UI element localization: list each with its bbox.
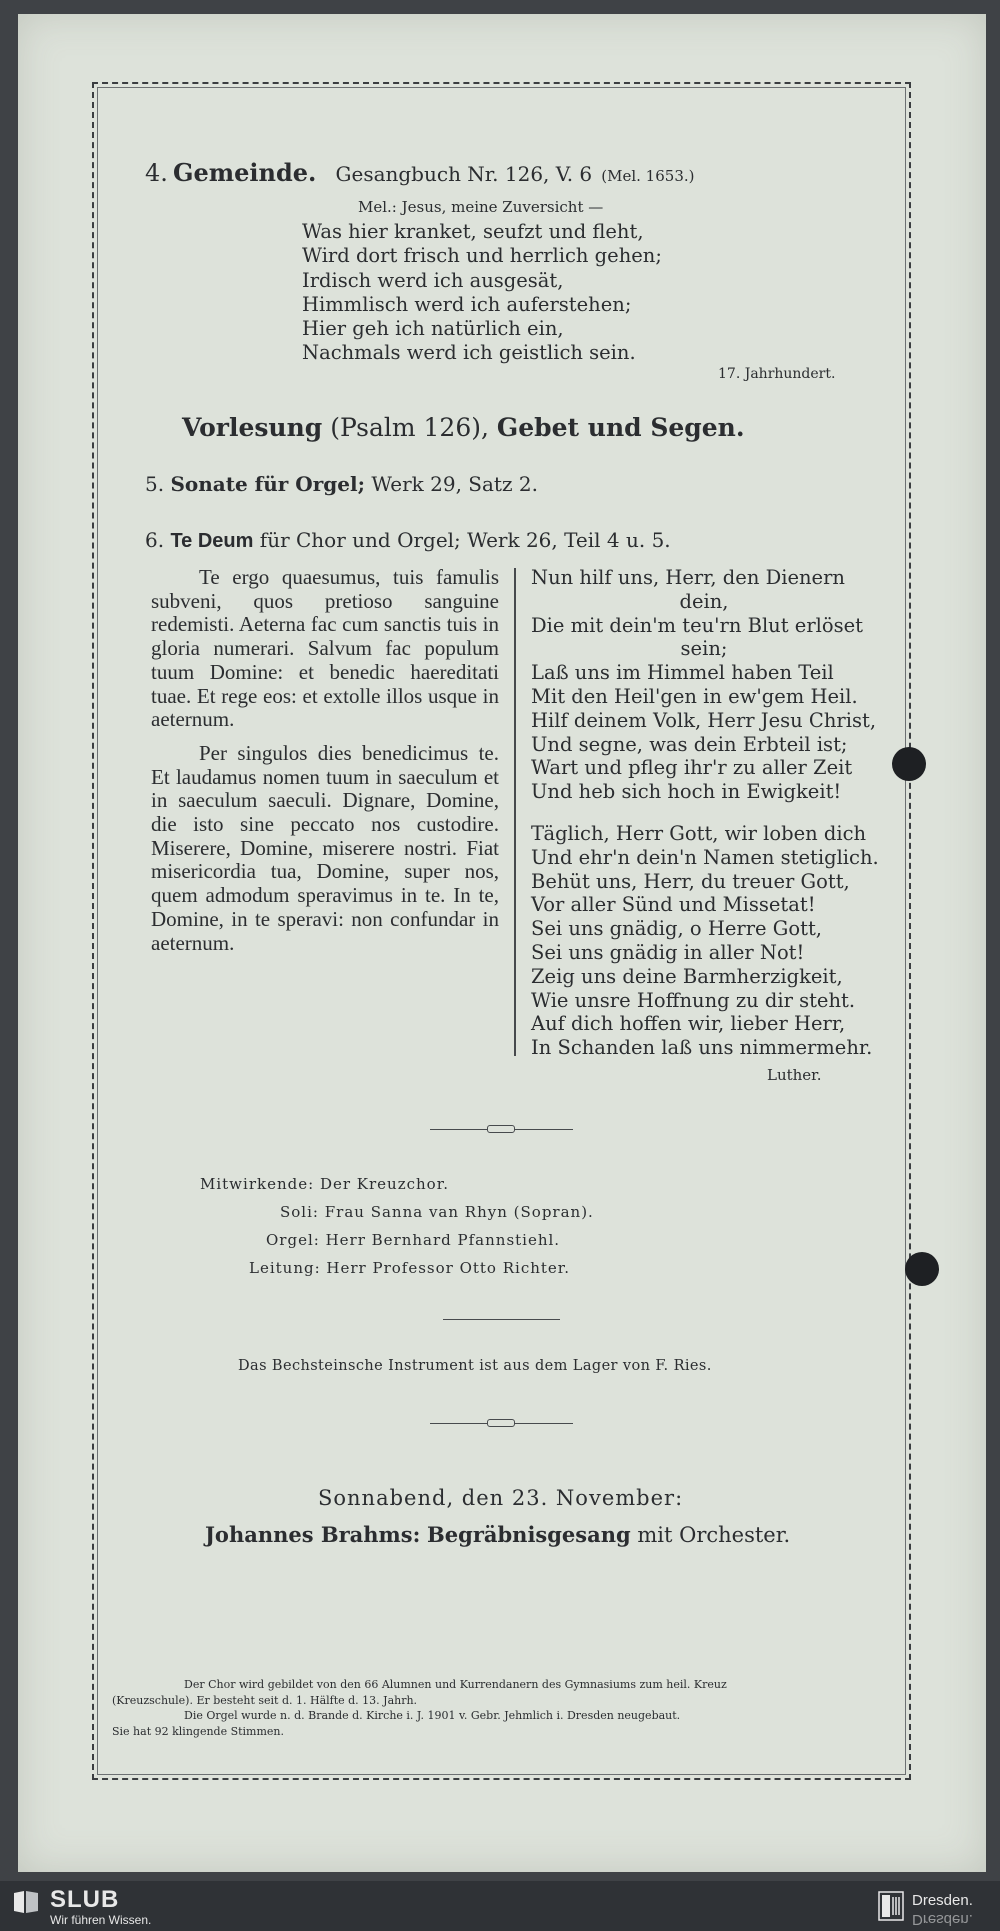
item6-heading: [145, 528, 671, 553]
verse-line: Nachmals werd ich geistlich sein.: [302, 341, 636, 365]
plain-divider: [443, 1319, 560, 1320]
verse-line: Wird dort frisch und herrlich gehen;: [302, 244, 662, 268]
item4-melody: Mel.: Jesus, meine Zuversicht —: [358, 198, 604, 216]
footnote-line: Der Chor wird gebildet von den 66 Alumnen und Kurrendanern des Gymnasiums zum heil. Kreuz: [184, 1678, 727, 1691]
next-concert-composer: Johannes Brahms:: [205, 1522, 421, 1547]
performers-soli: [280, 1203, 594, 1221]
column-divider: [514, 568, 516, 1056]
item6-detail: für Chor und Orgel; Werk 26, Teil 4 u. 5.: [259, 528, 671, 552]
verse-line: Hilf deinem Volk, Herr Jesu Christ,: [531, 708, 877, 732]
footer-tagline: Wir führen Wissen.: [50, 1913, 152, 1927]
verse-line: Und segne, was dein Erbteil ist;: [531, 732, 848, 756]
item4-number: 4.: [145, 159, 168, 187]
verse-line: Wie unsre Hoffnung zu dir steht.: [531, 988, 856, 1012]
footer-city[interactable]: Dresden.: [912, 1892, 973, 1909]
verse-line: Laß uns im Himmel haben Teil: [531, 661, 834, 685]
ornament-divider-center: [487, 1419, 515, 1427]
german-verse-1: [531, 566, 877, 804]
next-concert-suffix: mit Orchester.: [637, 1523, 791, 1547]
verse-line: Und heb sich hoch in Ewigkeit!: [531, 780, 842, 804]
footer-bar: [0, 1881, 1000, 1931]
next-concert-work: Begräbnisgesang: [427, 1522, 631, 1547]
slub-book-icon: [12, 1889, 40, 1915]
footnotes: [112, 1677, 882, 1739]
verse-line: Vor aller Sünd und Missetat!: [531, 893, 816, 917]
verse-line: Sei uns gnädig, o Herre Gott,: [531, 917, 822, 941]
verse-line: Und ehr'n dein'n Namen stetiglich.: [531, 845, 879, 869]
verse-line: Zeig uns deine Barmherzigkeit,: [531, 964, 843, 988]
verse-line: Täglich, Herr Gott, wir loben dich: [531, 822, 867, 845]
item5-number: 5.: [145, 472, 165, 496]
verse-line: Nun hilf uns, Herr, den Dienern: [531, 566, 845, 589]
reading-part3: Gebet und Segen.: [496, 413, 745, 442]
verse-line: Auf dich hoffen wir, lieber Herr,: [531, 1012, 846, 1036]
performers-choir-value: Der Kreuzchor.: [319, 1175, 449, 1193]
performers-choir-label: Mitwirkende:: [200, 1175, 315, 1193]
item4-melody-ref: (Mel. 1653.): [601, 167, 695, 185]
footnote-line: Sie hat 92 klingende Stimmen.: [112, 1724, 285, 1738]
footnote-line: Die Orgel wurde n. d. Brande d. Kirche i. J. 1901 v. Gebr. Jehmlich i. Dresden neugebaut.: [184, 1709, 681, 1722]
item5-heading: [145, 472, 538, 496]
performers-conductor-label: Leitung:: [249, 1259, 321, 1277]
item6-title: Te Deum: [170, 530, 254, 552]
reading-part1: Vorlesung: [182, 413, 323, 442]
verse-line: Behüt uns, Herr, du treuer Gott,: [531, 869, 850, 893]
performers-organ-label: Orgel:: [266, 1231, 320, 1249]
item5-title: Sonate für Orgel;: [170, 472, 365, 496]
item5-detail: Werk 29, Satz 2.: [371, 472, 538, 496]
verse-line: Hier geh ich natürlich ein,: [302, 317, 564, 341]
next-concert-date: Sonnabend, den 23. November:: [318, 1486, 684, 1510]
performers-conductor-value: Herr Professor Otto Richter.: [326, 1259, 571, 1277]
item4-hymn-verse: [302, 220, 662, 366]
verse-line: dein,: [679, 589, 729, 613]
reading-heading: [182, 413, 745, 442]
verse-line: sein;: [680, 637, 728, 661]
dresden-crest-icon: [878, 1891, 904, 1921]
verse-line: Was hier kranket, seufzt und fleht,: [302, 220, 644, 243]
punch-hole: [905, 1252, 939, 1286]
performers-organ-value: Herr Bernhard Pfannstiehl.: [325, 1231, 561, 1249]
footer-city-reflection: Dresden.: [912, 1911, 973, 1928]
verse-line: Wart und pfleg ihr'r zu aller Zeit: [531, 756, 853, 780]
verse-line: Die mit dein'm teu'rn Blut erlöset: [531, 613, 863, 637]
item4-attribution: 17. Jahrhundert.: [718, 366, 836, 382]
performers-conductor: [249, 1259, 570, 1277]
ornament-divider-center: [487, 1125, 515, 1133]
next-concert-program: [205, 1522, 790, 1547]
item4-title: Gemeinde.: [173, 158, 317, 187]
performers-soli-label: Soli:: [280, 1203, 319, 1221]
instrument-note: Das Bechsteinsche Instrument ist aus dem Lager von F. Ries.: [238, 1358, 712, 1374]
performers-soli-value: Frau Sanna van Rhyn (Sopran).: [324, 1203, 594, 1221]
latin-paragraph: Per singulos dies benedicimus te. Et laudamus nomen tuum in saeculum et in saeculum saeculi. Dignare, Domine, die isto sine peccato nos custodire. Miserere, Domine, miserere nostri. Fiat misericordia tua, Domine, super nos, quem admodum speravimus in te. In te, Domine, in te speravi: non confundar in aeternum.: [151, 740, 499, 955]
verse-line: Sei uns gnädig in aller Not!: [531, 940, 805, 964]
footer-logo[interactable]: SLUB: [50, 1886, 120, 1913]
latin-paragraph: Te ergo quaesumus, tuis famulis subveni, quos pretioso sanguine redemisti. Aeterna fac cum sanctis tuis in gloria numerari. Salvum fac populum tuum Domine: et benedic haereditati tuae. Et rege eos: et extolle illos usque in aeternum.: [151, 565, 499, 732]
verse-line: Himmlisch werd ich auferstehen;: [302, 292, 632, 316]
footnote-line: (Kreuzschule). Er besteht seit d. 1. Hälfte d. 13. Jahrh.: [112, 1693, 418, 1707]
item6-number: 6.: [145, 528, 165, 552]
item4-heading: [145, 158, 694, 187]
verse-line: Mit den Heil'gen in ew'gem Heil.: [531, 684, 858, 708]
verse-line: In Schanden laß uns nimmermehr.: [531, 1036, 873, 1060]
reading-part2: (Psalm 126),: [330, 413, 489, 442]
latin-text: [151, 566, 499, 955]
item4-reference: Gesangbuch Nr. 126, V. 6: [335, 162, 593, 186]
punch-hole: [892, 747, 926, 781]
german-verse-2: [531, 822, 879, 1060]
performers-choir: [200, 1175, 449, 1193]
verse-line: Irdisch werd ich ausgesät,: [302, 268, 564, 292]
performers-organ: [266, 1231, 560, 1249]
item6-attribution: Luther.: [767, 1066, 822, 1084]
